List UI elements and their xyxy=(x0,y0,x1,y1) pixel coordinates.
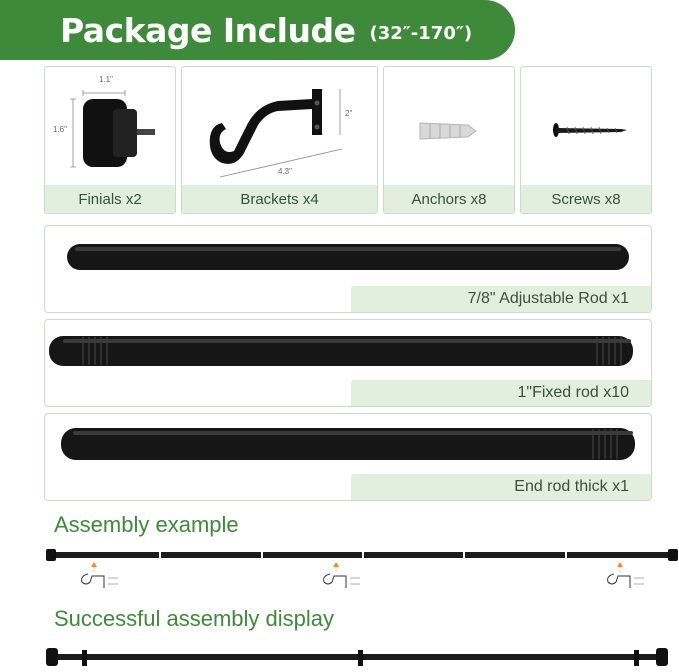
bracket-height-dim: 2" xyxy=(345,109,353,118)
part-label-anchors: Anchors x8 xyxy=(384,185,514,213)
part-card-anchors xyxy=(383,66,515,214)
assembled-rod-diagram xyxy=(0,640,679,672)
rod-label-adjustable: 7/8" Adjustable Rod x1 xyxy=(351,286,651,312)
finial-width-dim: 1.1" xyxy=(99,75,113,84)
rod-label-end: End rod thick x1 xyxy=(351,474,651,500)
finial-height-dim: 1.6" xyxy=(53,125,67,134)
part-card-brackets xyxy=(181,66,378,214)
bracket-width-dim: 4.3" xyxy=(278,167,292,176)
page-title: Package Include xyxy=(60,10,356,50)
assembly-title: Assembly example xyxy=(54,512,239,537)
rod-card-fixed xyxy=(44,319,652,407)
part-card-finials xyxy=(44,66,176,214)
header-banner xyxy=(0,0,515,60)
part-card-screws xyxy=(520,66,652,214)
part-label-brackets: Brackets x4 xyxy=(182,185,377,213)
part-label-screws: Screws x8 xyxy=(521,185,651,213)
rod-card-end xyxy=(44,413,652,501)
assembly-diagram xyxy=(0,540,679,596)
rod-label-fixed: 1"Fixed rod x10 xyxy=(351,380,651,406)
rod-card-adjustable xyxy=(44,225,652,313)
part-label-finials: Finials x2 xyxy=(45,185,175,213)
size-range: (32″-170″) xyxy=(369,22,473,44)
display-title: Successful assembly display xyxy=(54,606,335,631)
